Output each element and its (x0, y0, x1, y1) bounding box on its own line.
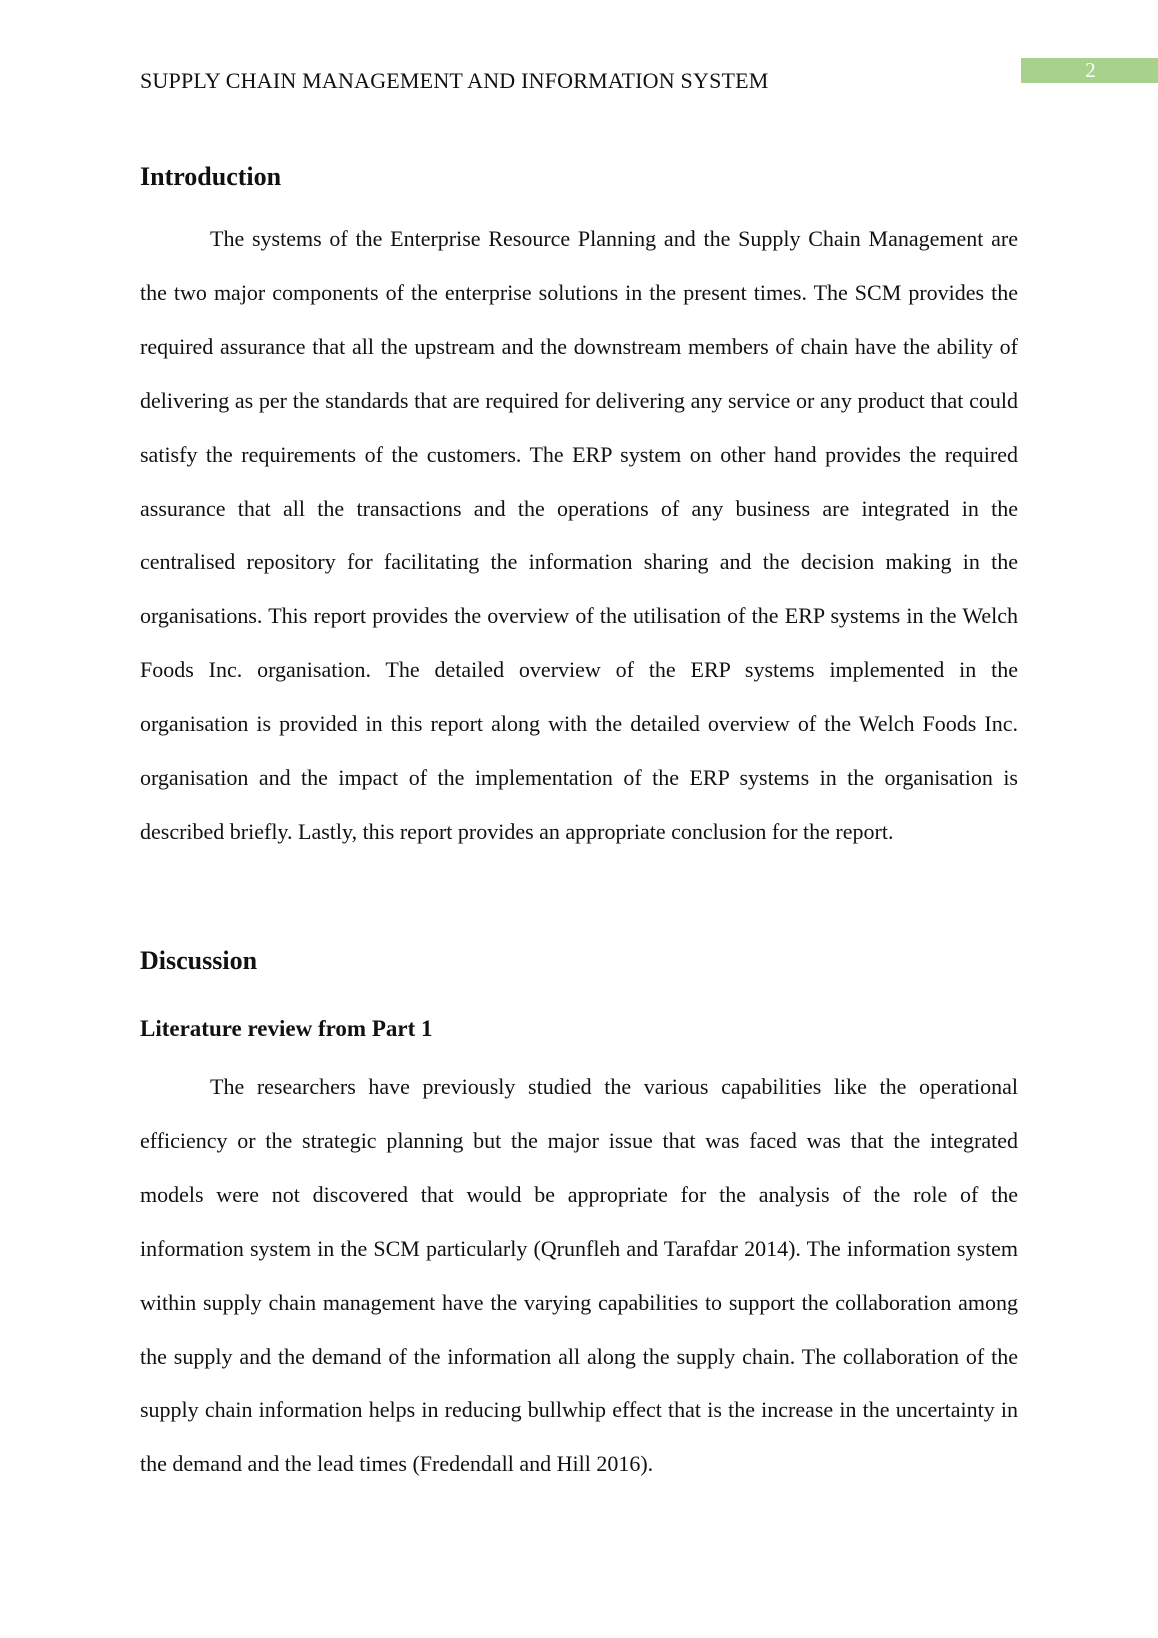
introduction-paragraph: The systems of the Enterprise Resource Planning and the Supply Chain Management are the two major components of the enterprise solutions in the present times. The SCM provides the required assurance that all the upstream and the downstream members of chain have the ability of delivering as per the standards that are required for delivering any service or any product that could satisfy the requirements of the customers. The ERP system on other hand provides the required assurance that all the transactions and the operations of any business are integrated in the centralised repository for facilitating the information sharing and the decision making in the organisations. This report provides the overview of the utilisation of the ERP systems in the Welch Foods Inc. organisation. The detailed overview of the ERP systems implemented in the organisation is provided in this report along with the detailed overview of the Welch Foods Inc. organisation and the impact of the implementation of the ERP systems in the organisation is described briefly. Lastly, this report provides an appropriate conclusion for the report. (140, 226, 1018, 844)
page-number: 2 (1021, 58, 1158, 83)
literature-review-paragraph: The researchers have previously studied the various capabilities like the operational efficiency or the strategic planning but the major issue that was faced was that the integrated models were not discovered that would be appropriate for the analysis of the role of the information system in the SCM particularly (Qrunfleh and Tarafdar 2014). The information system within supply chain management have the varying capabilities to support the collaboration among the supply and the demand of the information all along the supply chain. The collaboration of the supply chain information helps in reducing bullwhip effect that is the increase in the uncertainty in the demand and the lead times (Fredendall and Hill 2016). (140, 1074, 1018, 1477)
introduction-heading: Introduction (140, 162, 282, 191)
literature-review-heading: Literature review from Part 1 (140, 1016, 433, 1041)
discussion-heading: Discussion (140, 946, 258, 975)
running-header: SUPPLY CHAIN MANAGEMENT AND INFORMATION SYSTEM (140, 68, 769, 93)
